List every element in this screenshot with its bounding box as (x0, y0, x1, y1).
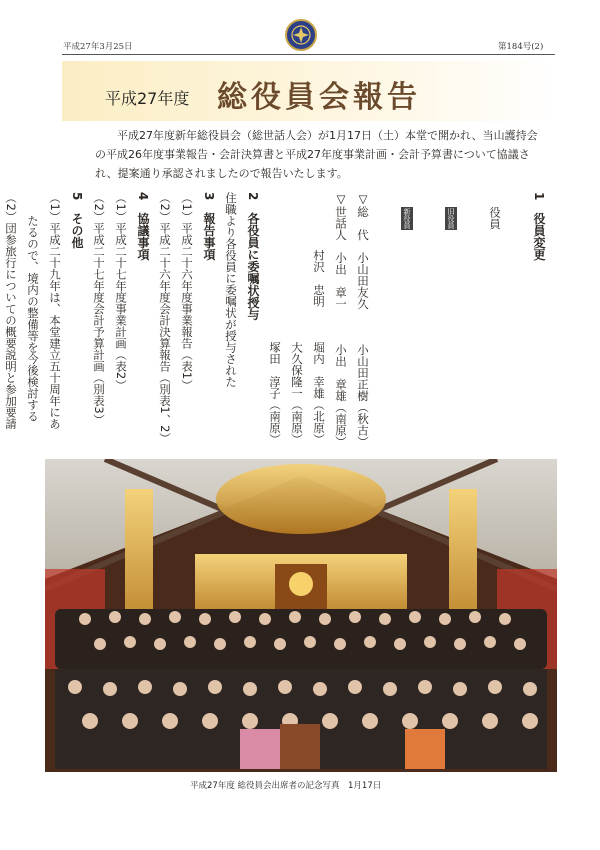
section-5-heading: 5 その他 (70, 192, 84, 249)
section-5-item-1a: （1）平成二十九年は、本堂建立五十周年にあ (48, 192, 62, 430)
section-3-item-1: （1）平成二十六年度事業報告（表1） (180, 192, 194, 391)
section-4-heading: 4 協議事項 (136, 192, 150, 261)
officer-row-sewa-2: 村沢 忠明 堀内 幸雄（北原） (312, 192, 326, 445)
section-3-item-2: （2）平成二十六年度会計決算報告（別表1、2） (158, 192, 172, 444)
section-1-role (374, 192, 528, 452)
section-4-item-1: （1）平成二十七年度事業計画（表2） (114, 192, 128, 391)
section-5-item-2: （2）団参旅行についての概要説明と参加要請 (4, 192, 18, 430)
section-5-item-1b: たるので、境内の整備等を今後検討する (26, 192, 40, 422)
intro-paragraph: 平成27年度新年総役員会（総世話人会）が1月17日（土）本堂で開かれ、当山護持会の平成26年度事業報告・会計決算書と平成27年度事業計画・会計予算書について協議され、提案通り承認されましたので報告いたします。 (95, 129, 538, 180)
role-label: 役員 (488, 206, 502, 230)
officer-row-sewa-4: 塚田 淳子（南原） (268, 192, 282, 445)
banner-subtitle: 平成27年度 (105, 89, 190, 108)
officer-row-sewa-1: ▽世話人 小出 章一 小出 章雄（南原） (334, 192, 348, 448)
section-4-item-2: （2）平成二十七年度会計予算計画（別表3） (92, 192, 106, 426)
group-photo-illustration (45, 459, 557, 772)
page-title: 総役員会報告 (217, 80, 421, 115)
section-1-heading: 1 役員変更 (532, 192, 546, 261)
photo-caption: 平成27年度 総役員会出席者の記念写真 1月17日 (190, 781, 382, 791)
report-body (4, 192, 550, 457)
header-divider (62, 54, 555, 55)
officer-row-soudai: ▽総 代 小山田友久 小山田正樹（秋古） (356, 192, 370, 448)
issue-number: 第184号(2) (498, 42, 544, 52)
officer-row-sewa-3: 大久保隆一（南原） (290, 192, 304, 445)
section-2-heading: 2 各役員に委嘱状授与 (246, 192, 260, 321)
temple-crest-logo (285, 19, 317, 51)
new-officer-tag: 新役員 (403, 207, 411, 229)
group-photo (45, 459, 557, 772)
issue-date: 平成27年3月25日 (63, 42, 133, 52)
section-3-heading: 3 報告事項 (202, 192, 216, 261)
old-officer-tag: 旧役員 (447, 207, 455, 229)
section-2-text: 住職より各役員に委嘱状が授与された (224, 192, 238, 388)
